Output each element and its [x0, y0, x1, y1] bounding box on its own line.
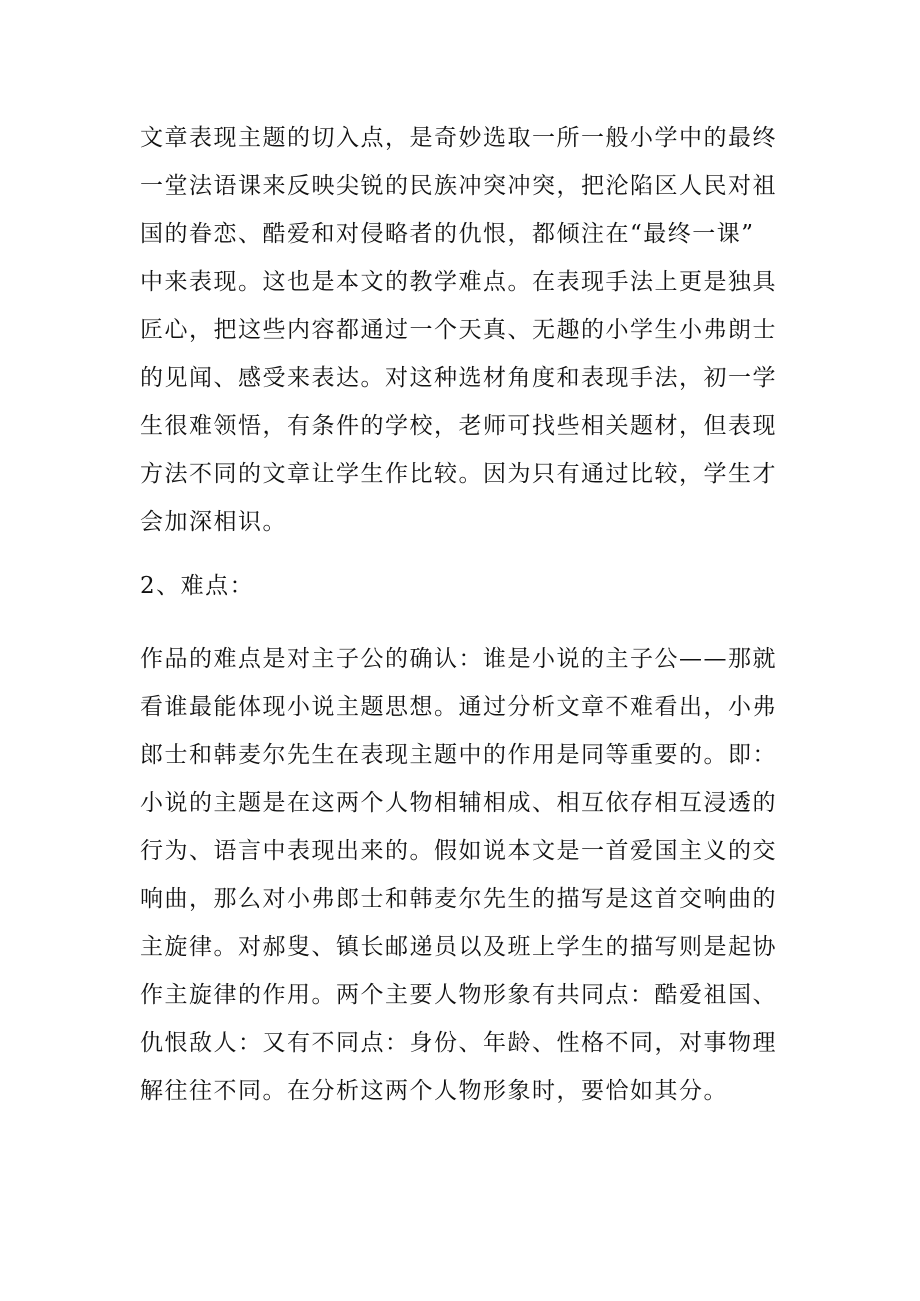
- text-line: 方法不同的文章让学生作比较。因为只有通过比较，学生才: [140, 461, 777, 487]
- paragraph-1: [140, 114, 800, 546]
- text-line: 作主旋律的作用。两个主要人物形象有共同点：酷爱祖国、: [140, 982, 777, 1008]
- text-line: 的见闻、感受来表达。对这种选材角度和表现手法，初一学: [140, 365, 777, 391]
- text-line: 郎士和韩麦尔先生在表现主题中的作用是同等重要的。即：: [140, 742, 777, 768]
- text-line: 行为、语言中表现出来的。假如说本文是一首爱国主义的交: [140, 838, 777, 864]
- section-heading-difficulty: [140, 562, 800, 610]
- text-line: 一堂法语课来反映尖锐的民族冲突冲突，把沦陷区人民对祖: [140, 173, 777, 199]
- text-line: 仇恨敌人：又有不同点：身份、年龄、性格不同，对事物理: [140, 1030, 777, 1056]
- text-line: 国的眷恋、酷爱和对侵略者的仇恨，都倾注在“最终一课”: [140, 221, 755, 247]
- text-line: 响曲，那么对小弗郎士和韩麦尔先生的描写是这首交响曲的: [140, 886, 777, 912]
- text-line: 小说的主题是在这两个人物相辅相成、相互依存相互浸透的: [140, 790, 777, 816]
- section-heading: 2、难点：: [140, 573, 255, 599]
- text-line: 看谁最能体现小说主题思想。通过分析文章不难看出，小弗: [140, 694, 777, 720]
- text-line: 作品的难点是对主子公的确认：谁是小说的主子公——那就: [140, 646, 777, 672]
- text-line: 会加深相识。: [140, 509, 287, 535]
- text-line: 主旋律。对郝叟、镇长邮递员以及班上学生的描写则是起协: [140, 934, 777, 960]
- text-line: 解往往不同。在分析这两个人物形象时，要恰如其分。: [140, 1078, 728, 1104]
- text-line: 生很难领悟，有条件的学校，老师可找些相关题材，但表现: [140, 413, 777, 439]
- text-line: 文章表现主题的切入点，是奇妙选取一所一般小学中的最终: [140, 125, 777, 151]
- paragraph-2: [140, 635, 800, 1115]
- text-line: 匠心，把这些内容都通过一个天真、无趣的小学生小弗朗士: [140, 317, 777, 343]
- text-line: 中来表现。这也是本文的教学难点。在表现手法上更是独具: [140, 269, 777, 295]
